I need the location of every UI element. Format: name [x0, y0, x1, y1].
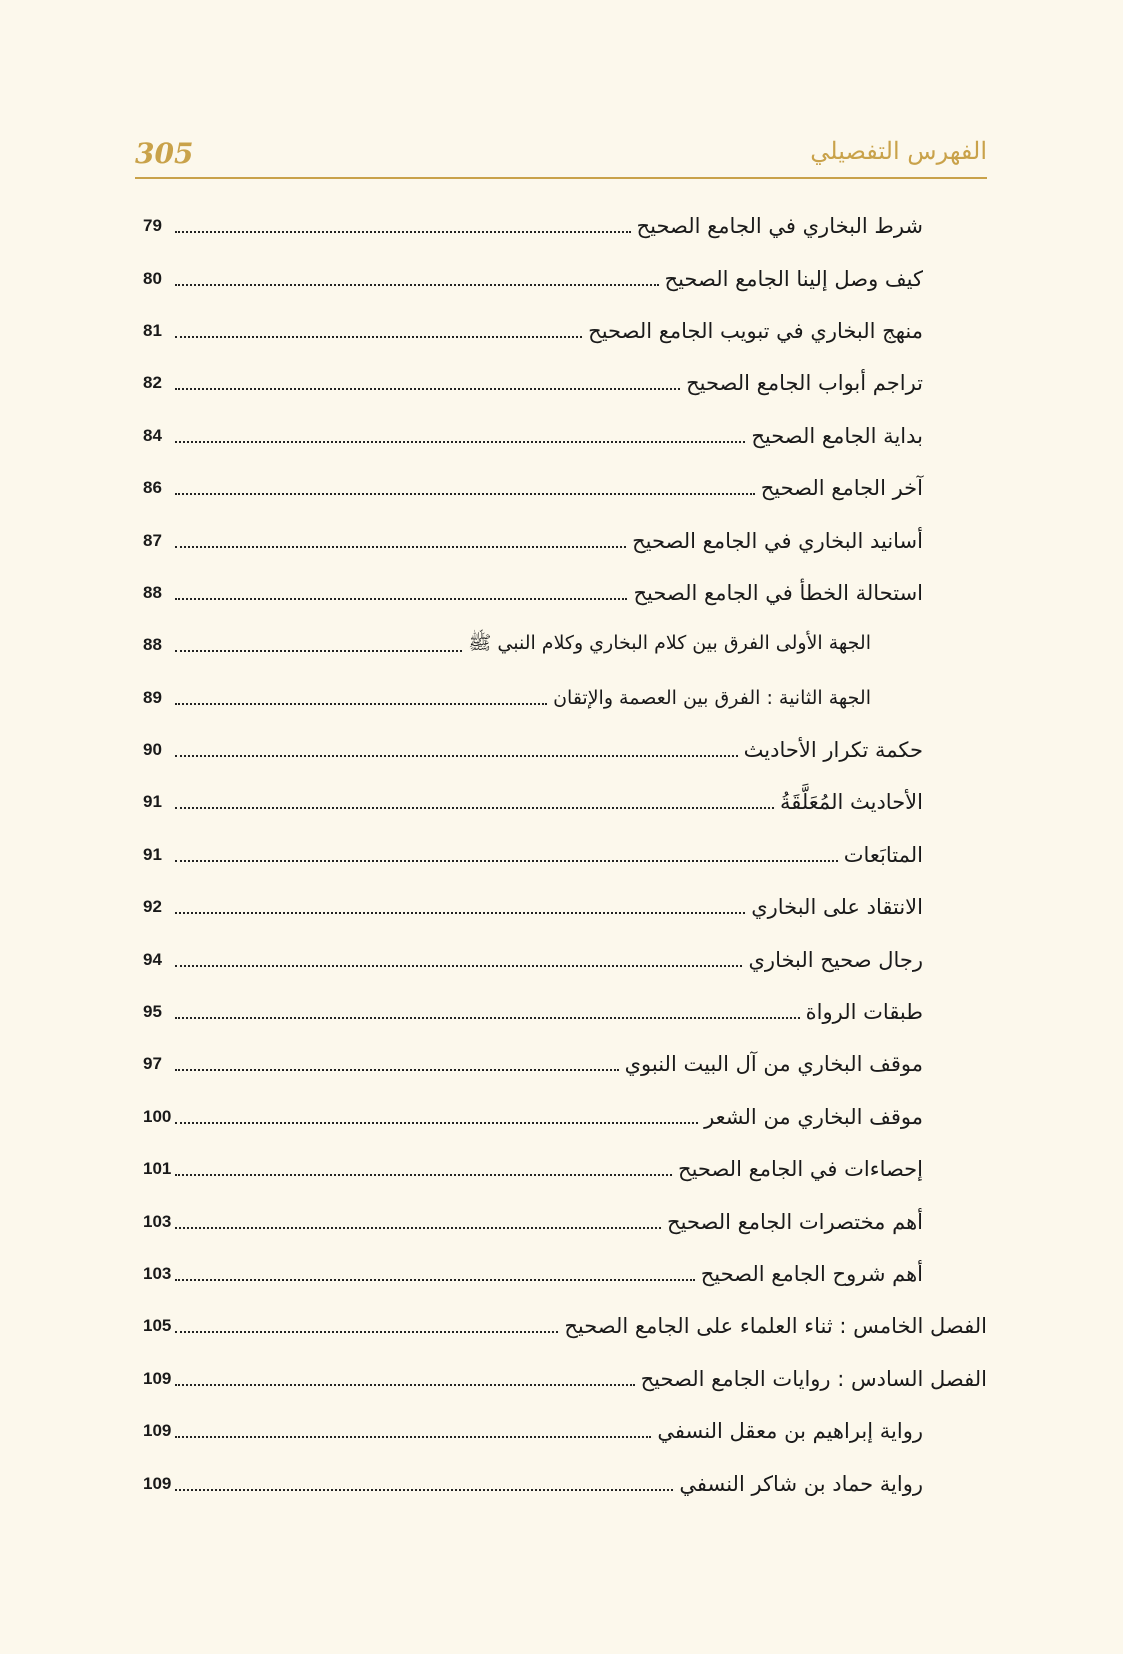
toc-entry-title: رجال صحيح البخاري [748, 947, 923, 972]
toc-entry-page-number: 101 [143, 1159, 172, 1179]
toc-entry-title: الانتقاد على البخاري [751, 895, 923, 920]
toc-entry[interactable] [143, 1405, 923, 1457]
toc-entry-page-number: 94 [143, 949, 162, 969]
dot-leader [175, 860, 838, 862]
dot-leader [175, 1331, 558, 1333]
toc-entry-title: الجهة الأولى الفرق بين كلام البخاري وكلام النبي ﷺ [468, 632, 871, 655]
toc-entry[interactable] [143, 1353, 987, 1405]
toc-entry[interactable] [143, 514, 923, 566]
toc-entry-page-number: 90 [143, 740, 162, 760]
dot-leader [175, 441, 745, 443]
toc-entry-title: أسانيد البخاري في الجامع الصحيح [632, 528, 923, 553]
dot-leader [175, 1069, 619, 1071]
toc-entry-title: أهم مختصرات الجامع الصحيح [667, 1209, 923, 1234]
toc-entry-page-number: 109 [143, 1368, 172, 1388]
toc-entry[interactable] [143, 1195, 923, 1247]
dot-leader [175, 1017, 800, 1019]
toc-entry-page-number: 103 [143, 1264, 172, 1283]
toc-entry-title: استحالة الخطأ في الجامع الصحيح [633, 580, 923, 605]
toc-entry-page-number: 91 [143, 792, 162, 812]
toc-entry-page-number: 105 [143, 1316, 172, 1336]
toc-entry-title: موقف البخاري من آل البيت النبوي [624, 1052, 923, 1077]
toc-entry-page-number: 91 [143, 844, 162, 864]
toc-entry-page-number: 88 [143, 635, 162, 655]
toc-entry-title: الفصل السادس : روايات الجامع الصحيح [640, 1366, 987, 1391]
toc-entry-page-number: 87 [143, 530, 162, 550]
dot-leader [175, 1436, 651, 1438]
dot-leader [175, 965, 742, 967]
toc-entry[interactable] [143, 881, 923, 933]
toc-entry-title: آخر الجامع الصحيح [760, 476, 923, 501]
toc-entry[interactable] [143, 200, 923, 252]
toc-entry[interactable] [143, 1248, 923, 1300]
toc-entry-title: حكمة تكرار الأحاديث [743, 738, 923, 763]
toc-entry[interactable] [143, 1300, 987, 1352]
dot-leader [175, 388, 680, 390]
toc-entry-title: إحصاءات في الجامع الصحيح [678, 1157, 923, 1182]
dot-leader [175, 598, 627, 600]
toc-entry-title: موقف البخاري من الشعر [704, 1104, 923, 1129]
toc-entry[interactable] [143, 933, 923, 985]
toc-entry-title: كيف وصل إلينا الجامع الصحيح [664, 266, 923, 291]
toc-entry[interactable] [143, 1457, 923, 1509]
toc-entry-page-number: 109 [143, 1421, 172, 1441]
dot-leader [175, 546, 626, 548]
toc-entry-page-number: 80 [143, 268, 162, 288]
toc-entry-page-number: 97 [143, 1054, 162, 1074]
toc-entry-title: الفصل الخامس : ثناء العلماء على الجامع الصحيح [564, 1314, 987, 1339]
toc-entry-title: رواية حماد بن شاكر النسفي [679, 1471, 923, 1496]
toc-entry[interactable] [143, 724, 923, 776]
dot-leader [175, 1279, 695, 1281]
toc-entry[interactable] [143, 567, 923, 619]
toc-entry-title: بداية الجامع الصحيح [751, 423, 923, 448]
toc-entry-page-number: 88 [143, 582, 162, 602]
toc-entry-page-number: 109 [143, 1473, 172, 1493]
dot-leader [175, 755, 738, 757]
running-title: الفهرس التفصيلي [810, 137, 987, 165]
dot-leader [175, 1489, 673, 1491]
toc-entry-title: شرط البخاري في الجامع الصحيح [636, 214, 923, 239]
toc-entry[interactable] [143, 986, 923, 1038]
dot-leader [175, 1122, 698, 1124]
page-header [135, 135, 987, 179]
toc-entry[interactable] [143, 462, 923, 514]
toc-entry[interactable] [143, 1143, 923, 1195]
toc-entry[interactable] [143, 410, 923, 462]
header-rule [135, 177, 987, 179]
toc-entry[interactable] [143, 829, 923, 881]
toc-entry[interactable] [143, 357, 923, 409]
toc-entry[interactable] [143, 1038, 923, 1090]
toc-entry-title: تراجم أبواب الجامع الصحيح [686, 371, 923, 396]
dot-leader [175, 231, 631, 233]
toc-entry-title: رواية إبراهيم بن معقل النسفي [657, 1419, 923, 1444]
dot-leader [175, 1384, 635, 1386]
dot-leader [175, 1174, 672, 1176]
toc-entry-page-number: 81 [143, 320, 162, 340]
toc-entry[interactable] [143, 252, 923, 304]
toc-entry-page-number: 82 [143, 373, 162, 393]
toc-entry-title: طبقات الرواة [805, 1000, 923, 1025]
toc-entry[interactable] [143, 1091, 923, 1143]
dot-leader [175, 807, 774, 809]
toc-entry-title: الجهة الثانية : الفرق بين العصمة والإتقان [553, 686, 871, 709]
toc-entry[interactable] [143, 619, 923, 671]
toc-entry[interactable] [143, 672, 923, 724]
toc-entry-title: الأحاديث المُعَلَّقَةُ [779, 790, 923, 815]
toc-entry-page-number: 103 [143, 1211, 172, 1231]
toc-entry-title: أهم شروح الجامع الصحيح [700, 1262, 923, 1286]
toc-entry-title: منهج البخاري في تبويب الجامع الصحيح [588, 318, 923, 343]
dot-leader [175, 703, 547, 705]
toc-entry-page-number: 79 [143, 216, 162, 236]
toc-entry-page-number: 92 [143, 897, 162, 917]
toc-entry-title: المتابَعات [843, 842, 923, 867]
dot-leader [175, 284, 659, 286]
toc-entry-page-number: 89 [143, 687, 162, 707]
dot-leader [175, 493, 755, 495]
toc-entry-page-number: 86 [143, 478, 162, 498]
toc-entry-page-number: 100 [143, 1106, 172, 1126]
toc-entry-page-number: 84 [143, 425, 162, 445]
dot-leader [175, 1227, 661, 1229]
dot-leader [175, 336, 582, 338]
page-number: 305 [135, 137, 194, 170]
toc-entry-page-number: 95 [143, 1002, 162, 1022]
dot-leader [175, 912, 745, 914]
table-of-contents [143, 200, 987, 1510]
dot-leader [175, 650, 462, 652]
toc-entry[interactable] [143, 776, 923, 828]
toc-entry[interactable] [143, 305, 923, 357]
